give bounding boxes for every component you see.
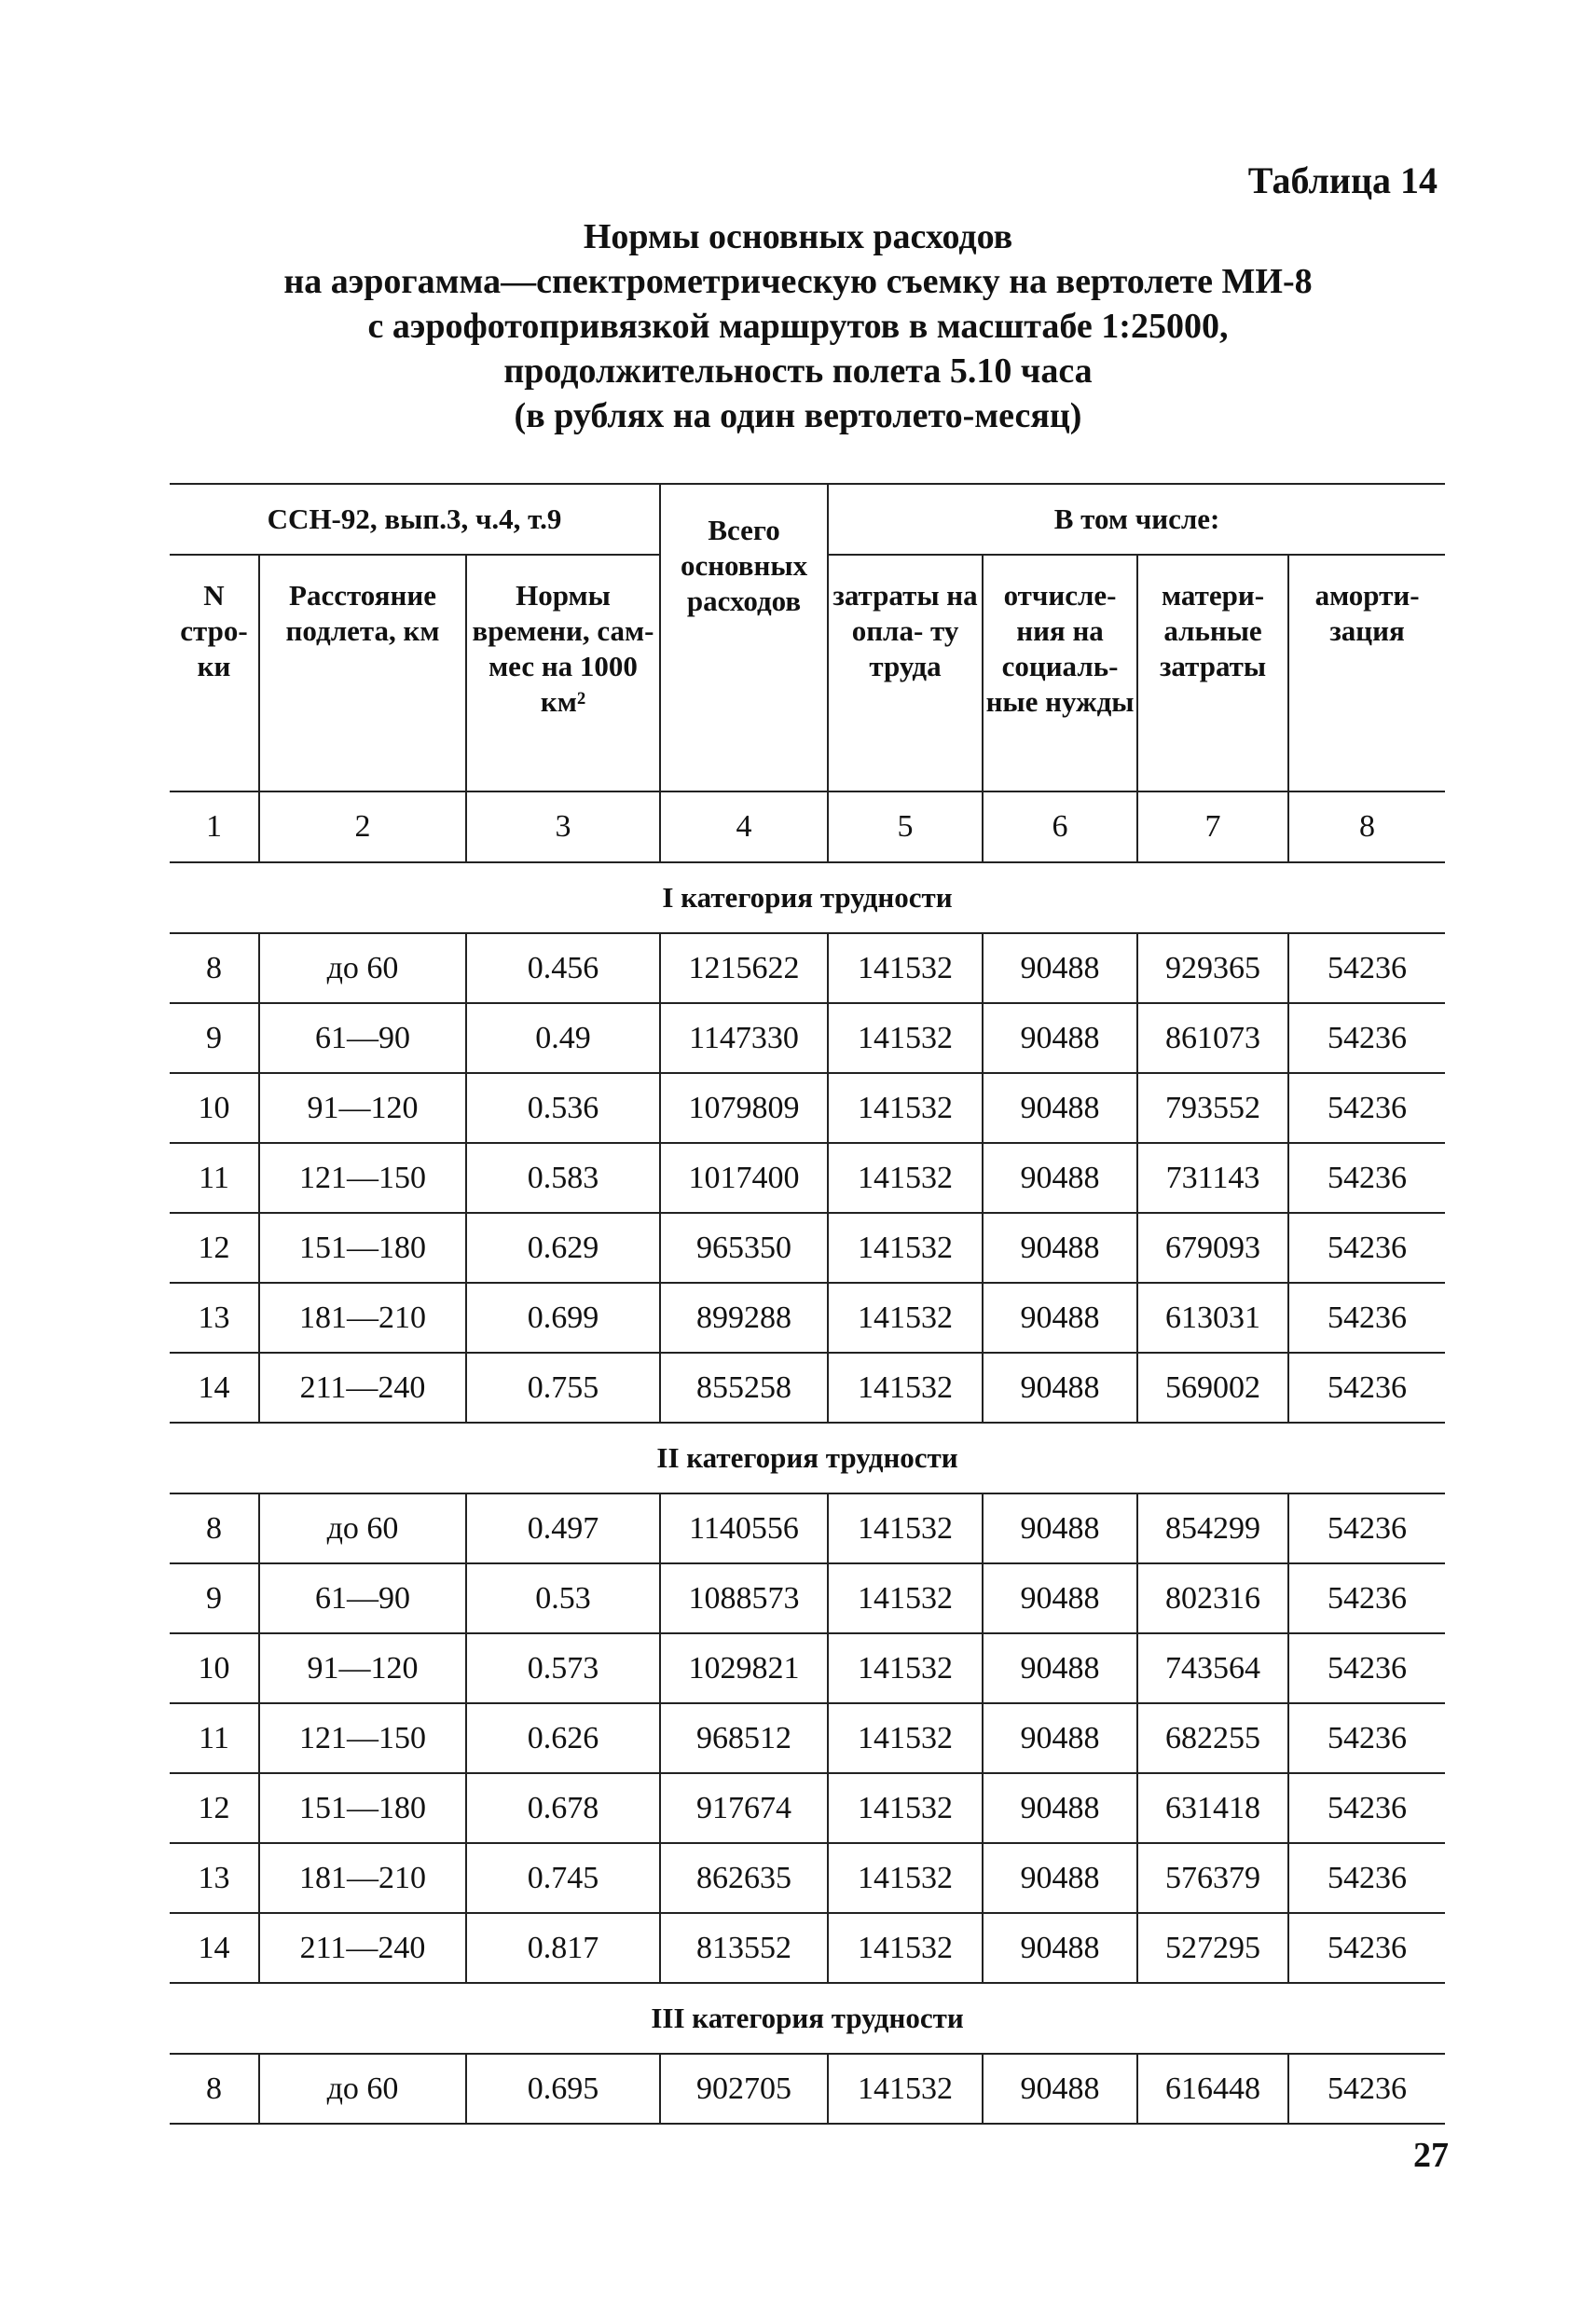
- table-cell: 0.745: [466, 1843, 660, 1913]
- table-cell: 61—90: [259, 1563, 466, 1633]
- header-total: Всего основных расходов: [660, 484, 828, 791]
- table-cell: 682255: [1137, 1703, 1288, 1773]
- table-cell: 121—150: [259, 1143, 466, 1213]
- category-header-row: [170, 1423, 1445, 1493]
- column-number: 4: [660, 791, 828, 862]
- table-cell: 141532: [828, 933, 983, 1003]
- table-cell: 616448: [1137, 2054, 1288, 2124]
- table-cell: 11: [170, 1703, 259, 1773]
- table-cell: 965350: [660, 1213, 828, 1283]
- table-cell: 141532: [828, 1703, 983, 1773]
- table-cell: 929365: [1137, 933, 1288, 1003]
- table-row: [170, 1913, 1445, 1983]
- norms-table: [170, 483, 1445, 2125]
- table-cell: 141532: [828, 2054, 983, 2124]
- table-cell: 0.456: [466, 933, 660, 1003]
- table-cell: 90488: [983, 1493, 1137, 1563]
- table-cell: 141532: [828, 1213, 983, 1283]
- table-header: [170, 484, 1445, 862]
- table-cell: 11: [170, 1143, 259, 1213]
- table-cell: 1088573: [660, 1563, 828, 1633]
- table-cell: 0.583: [466, 1143, 660, 1213]
- table-cell: 54236: [1288, 1633, 1445, 1703]
- table-cell: 902705: [660, 2054, 828, 2124]
- table-cell: 9: [170, 1563, 259, 1633]
- table-cell: 0.497: [466, 1493, 660, 1563]
- table-cell: 211—240: [259, 1913, 466, 1983]
- table-cell: 917674: [660, 1773, 828, 1843]
- table-cell: 54236: [1288, 1773, 1445, 1843]
- table-row: [170, 2054, 1445, 2124]
- table-cell: 8: [170, 933, 259, 1003]
- header-time-norm: Нормы времени, сам-мес на 1000 км²: [466, 555, 660, 791]
- table-cell: 141532: [828, 1843, 983, 1913]
- table-cell: 151—180: [259, 1773, 466, 1843]
- table-cell: 54236: [1288, 2054, 1445, 2124]
- table-cell: 0.53: [466, 1563, 660, 1633]
- table-cell: 54236: [1288, 1073, 1445, 1143]
- column-number: 3: [466, 791, 660, 862]
- table-cell: 54236: [1288, 1003, 1445, 1073]
- table-cell: 0.695: [466, 2054, 660, 2124]
- table-body: [170, 862, 1445, 2124]
- title-line: (в рублях на один вертолето-месяц): [514, 396, 1082, 435]
- table-cell: 12: [170, 1213, 259, 1283]
- table-cell: 91—120: [259, 1633, 466, 1703]
- table-cell: 743564: [1137, 1633, 1288, 1703]
- table-cell: 54236: [1288, 1913, 1445, 1983]
- table-cell: 569002: [1137, 1353, 1288, 1423]
- table-cell: 0.536: [466, 1073, 660, 1143]
- table-cell: 13: [170, 1843, 259, 1913]
- category-header-row: [170, 1983, 1445, 2054]
- table-cell: 141532: [828, 1353, 983, 1423]
- table-cell: 54236: [1288, 1353, 1445, 1423]
- table-row: [170, 1353, 1445, 1423]
- table-cell: 181—210: [259, 1283, 466, 1353]
- table-cell: 141532: [828, 1493, 983, 1563]
- table-cell: 54236: [1288, 1493, 1445, 1563]
- table-row: [170, 1283, 1445, 1353]
- table-cell: 54236: [1288, 1563, 1445, 1633]
- column-number: 7: [1137, 791, 1288, 862]
- header-ssn-group: ССН-92, вып.3, ч.4, т.9: [170, 484, 660, 555]
- table-cell: до 60: [259, 1493, 466, 1563]
- table-cell: 0.678: [466, 1773, 660, 1843]
- title-line: на аэрогамма—спектрометрическую съемку на вертолете МИ-8: [283, 262, 1313, 301]
- category-title: II категория трудности: [170, 1423, 1445, 1493]
- table-cell: 141532: [828, 1073, 983, 1143]
- table-cell: 576379: [1137, 1843, 1288, 1913]
- table-cell: 813552: [660, 1913, 828, 1983]
- table-cell: 0.49: [466, 1003, 660, 1073]
- table-cell: 90488: [983, 1353, 1137, 1423]
- table-cell: 141532: [828, 1563, 983, 1633]
- table-cell: 802316: [1137, 1563, 1288, 1633]
- table-cell: 141532: [828, 1913, 983, 1983]
- table-cell: 613031: [1137, 1283, 1288, 1353]
- table-cell: 141532: [828, 1003, 983, 1073]
- table-cell: 1147330: [660, 1003, 828, 1073]
- table-row: [170, 933, 1445, 1003]
- header-social-deductions: отчисле- ния на социаль- ные нужды: [983, 555, 1137, 791]
- table-cell: 1215622: [660, 933, 828, 1003]
- table-row: [170, 1843, 1445, 1913]
- table-cell: 1140556: [660, 1493, 828, 1563]
- table-cell: 141532: [828, 1773, 983, 1843]
- table-cell: 731143: [1137, 1143, 1288, 1213]
- table-row: [170, 1073, 1445, 1143]
- table-cell: 1079809: [660, 1073, 828, 1143]
- header-row-number: N стро- ки: [170, 555, 259, 791]
- table-cell: 90488: [983, 2054, 1137, 2124]
- table-cell: 90488: [983, 1913, 1137, 1983]
- table-cell: 211—240: [259, 1353, 466, 1423]
- table-cell: 90488: [983, 1213, 1137, 1283]
- table-cell: 12: [170, 1773, 259, 1843]
- table-cell: 151—180: [259, 1213, 466, 1283]
- table-cell: 855258: [660, 1353, 828, 1423]
- page-number: 27: [1413, 2136, 1449, 2175]
- table-row: [170, 1143, 1445, 1213]
- table-cell: 1029821: [660, 1633, 828, 1703]
- table-row: [170, 1003, 1445, 1073]
- document-title: [0, 214, 1596, 438]
- table-row: [170, 1493, 1445, 1563]
- table-row: [170, 1703, 1445, 1773]
- table-cell: 90488: [983, 1633, 1137, 1703]
- table-cell: 899288: [660, 1283, 828, 1353]
- table-cell: 54236: [1288, 1703, 1445, 1773]
- table-cell: 14: [170, 1353, 259, 1423]
- table-cell: 13: [170, 1283, 259, 1353]
- table-cell: 793552: [1137, 1073, 1288, 1143]
- table-cell: 14: [170, 1913, 259, 1983]
- table-cell: 8: [170, 1493, 259, 1563]
- title-line: продолжительность полета 5.10 часа: [503, 351, 1093, 391]
- table-cell: 527295: [1137, 1913, 1288, 1983]
- table-row: [170, 1563, 1445, 1633]
- column-number: 1: [170, 791, 259, 862]
- table-cell: 90488: [983, 1703, 1137, 1773]
- header-labor-costs: затраты на опла- ту труда: [828, 555, 983, 791]
- column-number: 5: [828, 791, 983, 862]
- table-cell: 854299: [1137, 1493, 1288, 1563]
- title-line: Нормы основных расходов: [583, 217, 1013, 256]
- table-cell: 861073: [1137, 1003, 1288, 1073]
- table-cell: 90488: [983, 1073, 1137, 1143]
- category-title: I категория трудности: [170, 862, 1445, 933]
- table-cell: 90488: [983, 1563, 1137, 1633]
- table-row: [170, 1633, 1445, 1703]
- table-cell: 0.817: [466, 1913, 660, 1983]
- table-cell: до 60: [259, 2054, 466, 2124]
- table-cell: 968512: [660, 1703, 828, 1773]
- table-cell: 0.699: [466, 1283, 660, 1353]
- table-cell: 0.626: [466, 1703, 660, 1773]
- title-line: с аэрофотопривязкой маршрутов в масштабе 1:25000,: [367, 307, 1229, 346]
- header-material-costs: матери- альные затраты: [1137, 555, 1288, 791]
- table-cell: 0.573: [466, 1633, 660, 1703]
- column-number: 2: [259, 791, 466, 862]
- table-cell: 121—150: [259, 1703, 466, 1773]
- table-row: [170, 1213, 1445, 1283]
- table-cell: 9: [170, 1003, 259, 1073]
- table-cell: 54236: [1288, 1843, 1445, 1913]
- table-cell: 54236: [1288, 933, 1445, 1003]
- header-amortization: аморти- зация: [1288, 555, 1445, 791]
- table-cell: 90488: [983, 1003, 1137, 1073]
- table-cell: 141532: [828, 1283, 983, 1353]
- table-cell: 10: [170, 1073, 259, 1143]
- table-cell: 862635: [660, 1843, 828, 1913]
- table-cell: 90488: [983, 1283, 1137, 1353]
- table-cell: 181—210: [259, 1843, 466, 1913]
- table-row: [170, 1773, 1445, 1843]
- table-cell: 10: [170, 1633, 259, 1703]
- header-including-group: В том числе:: [828, 484, 1445, 555]
- table-cell: 0.629: [466, 1213, 660, 1283]
- table-cell: 141532: [828, 1633, 983, 1703]
- table-cell: 54236: [1288, 1213, 1445, 1283]
- column-number: 6: [983, 791, 1137, 862]
- table-cell: 0.755: [466, 1353, 660, 1423]
- table-cell: 90488: [983, 933, 1137, 1003]
- table-cell: 54236: [1288, 1143, 1445, 1213]
- table-cell: 1017400: [660, 1143, 828, 1213]
- column-number: 8: [1288, 791, 1445, 862]
- table-cell: 90488: [983, 1773, 1137, 1843]
- table-cell: до 60: [259, 933, 466, 1003]
- table-cell: 141532: [828, 1143, 983, 1213]
- table-label: Таблица 14: [1247, 159, 1438, 201]
- header-column-numbers: [170, 791, 1445, 862]
- category-title: III категория трудности: [170, 1983, 1445, 2054]
- table-cell: 90488: [983, 1843, 1137, 1913]
- table-cell: 679093: [1137, 1213, 1288, 1283]
- table-cell: 8: [170, 2054, 259, 2124]
- category-header-row: [170, 862, 1445, 933]
- table-cell: 90488: [983, 1143, 1137, 1213]
- table-cell: 54236: [1288, 1283, 1445, 1353]
- table-cell: 91—120: [259, 1073, 466, 1143]
- table-cell: 631418: [1137, 1773, 1288, 1843]
- header-distance: Расстояние подлета, км: [259, 555, 466, 791]
- table-cell: 61—90: [259, 1003, 466, 1073]
